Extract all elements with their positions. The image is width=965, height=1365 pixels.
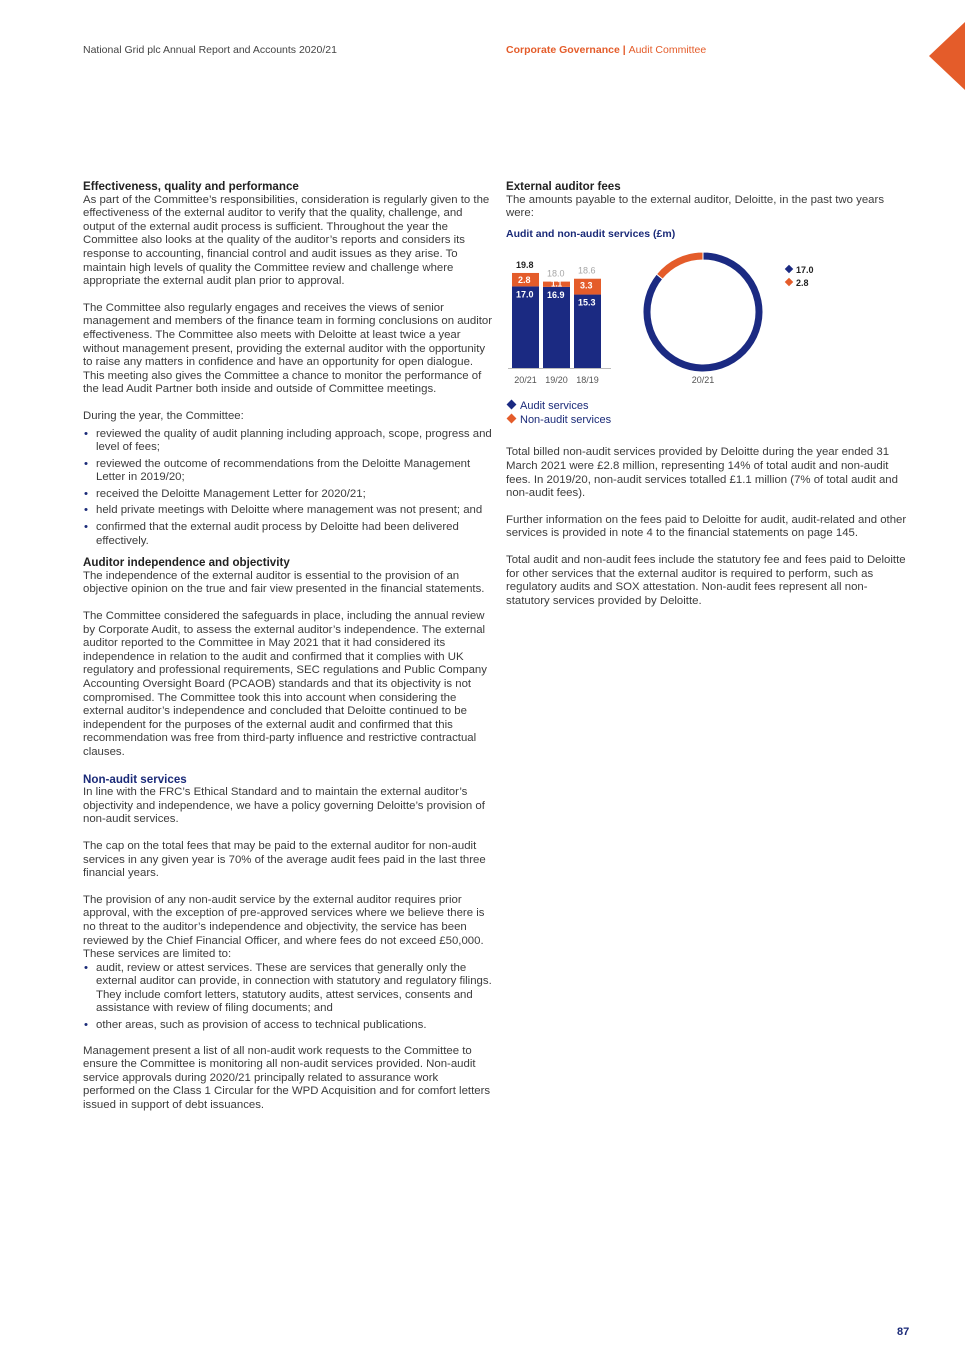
bar-total-value: 18.0 — [547, 268, 565, 279]
fees-paragraph-1: Total billed non-audit services provided by Deloitte during the year ended 31 March 2021 were £2.8 million, representing 14% of total audit and non-audit fees. In 2019/20, non-audit services totalled £1.1 million (7% of total audit and non-audit fees). — [506, 446, 898, 500]
list-item: • reviewed the outcome of recommendations from the Deloitte Management Letter in 2019/20; — [83, 458, 493, 485]
non-audit-paragraph-4: Management present a list of all non-audit work requests to the Committee to ensure the Committee is monitoring all non-audit services provided. Non-audit service approvals during 2020/21 principally related to assurance work performed on the Class 1 Circular for the WPD Acquisition and for comfort letters issued in support of debt issuances. — [83, 1044, 491, 1112]
independence-paragraph-2: The Committee considered the safeguards in place, including the annual review by Corporate Audit, to assess the external auditor’s independence. The external auditor reported to the Committee in May 2021 that it had considered its independence in relation to the audit and confirmed that it complies with UK regulatory and professional requirements, SEC regulations and Public Company Accounting Oversight Board (PCAOB) standards and that its objectivity is not compromised. The Committee took this into account when considering the external auditor’s independence and concluded that Deloitte continued to be independent for the purposes of the external audit and confirmed that this recommendation was free from third-party influence and restrictive contractual clauses. — [83, 610, 487, 758]
breadcrumb-section: Corporate Governance — [506, 44, 620, 56]
list-item: • confirmed that the external audit process by Deloitte had been delivered effectively. — [83, 521, 493, 548]
donut-slice-non-audit — [656, 252, 703, 279]
non-audit-paragraph-2: The cap on the total fees that may be paid to the external auditor for non-audit services in any given year is 70% of the average audit fees paid in the last three financial years. — [83, 839, 486, 880]
bar-audit-value: 17.0 — [516, 289, 534, 300]
legend-value-non-audit: 2.8 — [796, 278, 809, 289]
fees-chart-svg — [506, 241, 911, 391]
list-item: • held private meetings with Deloitte where management was not present; and — [83, 504, 493, 518]
corner-tab-icon — [929, 22, 965, 90]
committee-actions-list — [83, 428, 493, 549]
bar-audit-value: 15.3 — [578, 297, 596, 308]
non-audit-paragraph-1: In line with the FRC’s Ethical Standard and to maintain the external auditor’s objectivity and independence, we have a policy governing Deloitte’s provision of non-audit services. — [83, 786, 485, 826]
independence-paragraph-1: The independence of the external auditor is essential to the provision of an objective opinion on the true and fair view presented in the financial statements. — [83, 569, 485, 596]
section-breadcrumb — [506, 44, 706, 56]
bar-category-label: 18/19 — [576, 375, 599, 386]
chart-legend — [506, 399, 911, 427]
pre-approved-services-list — [83, 962, 493, 1033]
bar-non-audit-value: 1.1 — [551, 279, 563, 289]
bar-total-value: 19.8 — [516, 260, 534, 271]
report-title: National Grid plc Annual Report and Accounts 2020/21 — [83, 44, 337, 56]
donut-label: 20/21 — [691, 375, 715, 386]
page-number: 87 — [897, 1326, 910, 1338]
legend-non-audit-label: Non-audit services — [520, 414, 612, 427]
diamond-icon — [785, 278, 793, 286]
bar-category-label: 19/20 — [545, 375, 568, 386]
right-column — [506, 180, 911, 621]
list-item: • reviewed the quality of audit planning including approach, scope, progress and level of fees; — [83, 428, 493, 455]
fees-intro: The amounts payable to the external auditor, Deloitte, in the past two years were: — [506, 193, 885, 220]
fees-paragraph-3: Total audit and non-audit fees include the statutory fee and fees paid to Deloitte for other services that the external auditor is required to perform, such as regulatory audits and SOX attestation. Non-audit fees represent all non-statutory services provided by Deloitte. — [506, 553, 906, 607]
list-item: • received the Deloitte Management Letter for 2020/21; — [83, 488, 493, 502]
heading-non-audit: Non-audit services — [83, 772, 187, 786]
legend-non-audit — [506, 413, 911, 427]
bar-audit-value: 16.9 — [547, 290, 565, 301]
heading-effectiveness: Effectiveness, quality and performance — [83, 180, 299, 193]
left-column — [83, 180, 493, 1126]
heading-auditor-fees: External auditor fees — [506, 180, 621, 193]
bar-non-audit-value: 3.3 — [580, 281, 593, 292]
bar-category-label: 20/21 — [514, 375, 537, 386]
list-item: • audit, review or attest services. These are services that generally only the external auditor can provide, in connection with statutory and regulatory filings. They include comfort letters, statutory audits, attest services, consents and assistance with review of filing documents; and — [83, 962, 493, 1016]
diamond-icon — [507, 400, 517, 410]
legend-audit-label: Audit services — [520, 400, 589, 413]
breadcrumb-subsection: Audit Committee — [628, 44, 707, 56]
fees-paragraph-2: Further information on the fees paid to Deloitte for audit, audit-related and other services is provided in note 4 to the financial statements on page 145. — [506, 513, 907, 540]
bar-total-value: 18.6 — [578, 266, 596, 277]
heading-independence: Auditor independence and objectivity — [83, 556, 290, 570]
legend-audit — [506, 399, 911, 413]
diamond-icon — [507, 414, 517, 424]
chart-title: Audit and non-audit services (£m) — [506, 227, 676, 240]
bar-non-audit-value: 2.8 — [518, 275, 531, 286]
list-item: • other areas, such as provision of access to technical publications. — [83, 1019, 493, 1033]
effectiveness-paragraph-2: The Committee also regularly engages and receives the views of senior management and members of the finance team in forming conclusions on auditor effectiveness. The Committee also meets with Deloitte at least twice a year without management present, providing the external auditor with the opportunity to raise any matters in confidence and have an opportunity for open dialogue. This meeting also gives the Committee a chance to monitor the performance of the lead Audit Partner both inside and outside of Committee meetings. — [83, 301, 493, 396]
non-audit-paragraph-3: The provision of any non-audit service by the external auditor requires prior approval, with the exception of pre-approved services where we believe there is no threat to the auditor’s independence and objectivity, the service has been reviewed by the Chief Financial Officer, and where fees do not exceed £50,000. These services are limited to: — [83, 893, 485, 961]
diamond-icon — [785, 265, 793, 273]
fees-chart — [506, 241, 911, 391]
effectiveness-paragraph-3: During the year, the Committee: — [83, 409, 244, 422]
effectiveness-paragraph-1: As part of the Committee’s responsibilities, consideration is regularly given to the effectiveness of the external auditor to verify that the quality, challenge, and output of the external audit process is sufficient. Throughout the year the Committee also looks at the quality of the auditor’s reports and considers its response to accounting, financial control and audit issues as they arise. To maintain high levels of quality the Committee review and challenge where appropriate the external audit plan prior to approval. — [83, 193, 490, 288]
breadcrumb-separator: | — [619, 44, 629, 56]
legend-value-audit: 17.0 — [796, 265, 814, 276]
